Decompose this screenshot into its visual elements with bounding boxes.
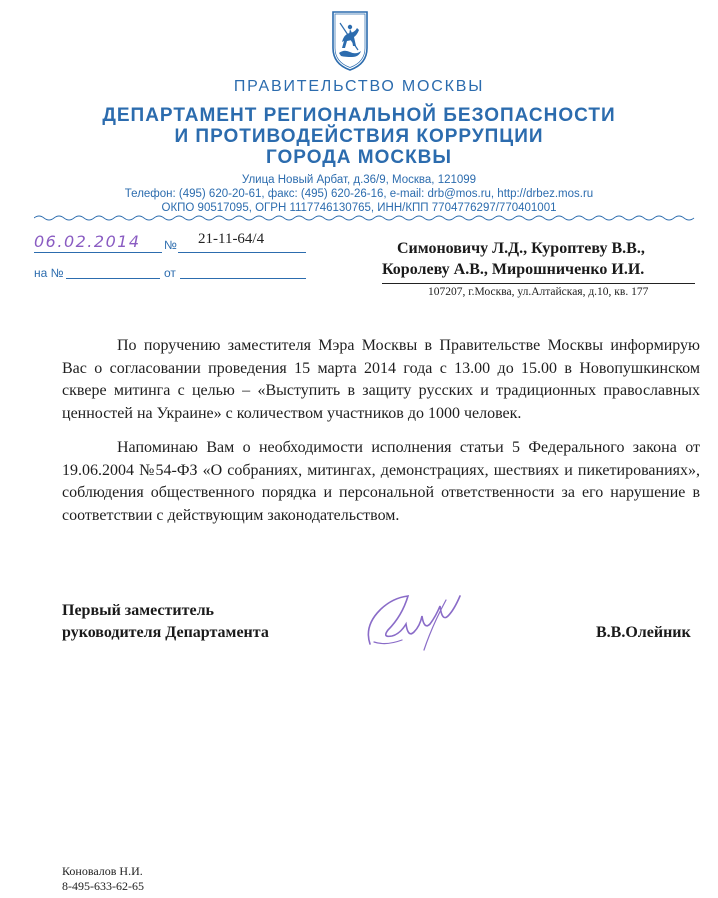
registration-date: 06.02.2014 xyxy=(34,232,141,251)
recipient-line-2: Королеву А.В., Мирошниченко И.И. xyxy=(382,261,645,278)
recipient-underline xyxy=(382,283,695,284)
registration-number: 21-11-64/4 xyxy=(198,231,265,247)
handwritten-signature-icon xyxy=(362,586,472,656)
reply-date-underline xyxy=(180,278,306,279)
signer-title-line-2: руководителя Департамента xyxy=(62,624,269,641)
date-underline xyxy=(34,252,162,253)
department-codes: ОКПО 90517095, ОГРН 1117746130765, ИНН/КПП 7704776297/770401001 xyxy=(161,202,557,214)
from-label: от xyxy=(164,266,176,280)
department-name-line-1: ДЕПАРТАМЕНТ РЕГИОНАЛЬНОЙ БЕЗОПАСНОСТИ xyxy=(102,105,616,126)
reply-number-underline xyxy=(66,278,160,279)
signer-title-line-1: Первый заместитель xyxy=(62,602,214,619)
recipient-line-1: Симоновичу Л.Д., Куроптеву В.В., xyxy=(397,240,645,257)
department-address: Улица Новый Арбат, д.36/9, Москва, 121099 xyxy=(241,174,477,186)
department-contacts: Телефон: (495) 620-20-61, факс: (495) 620-26-16, e-mail: drb@mos.ru, http://drbez.mos.ru xyxy=(124,188,594,200)
department-name-line-3: ГОРОДА МОСКВЫ xyxy=(265,147,453,168)
moscow-coat-of-arms-icon xyxy=(330,8,370,72)
number-sign-label: № xyxy=(164,238,177,252)
department-name-line-2: И ПРОТИВОДЕЙСТВИЯ КОРРУПЦИИ xyxy=(174,126,544,147)
body-paragraph-1: По поручению заместителя Мэра Москвы в Правительстве Москвы информирую Вас о согласовании проведения 15 марта 2014 года с 13.00 до 15.00 в Новопушкинском сквере митинга с целью – «Выступить в защиту русских и традиционных православных ценностей на Украине» с количеством участников до 1000 человек. xyxy=(62,337,700,422)
recipient-address: 107207, г.Москва, ул.Алтайская, д.10, кв. 177 xyxy=(428,286,649,298)
reply-to-label: на № xyxy=(34,266,64,280)
signer-name: В.В.Олейник xyxy=(596,624,691,641)
executor-name: Коновалов Н.И. xyxy=(62,864,143,878)
header-wave-divider xyxy=(34,214,696,222)
government-title: ПРАВИТЕЛЬСТВО МОСКВЫ xyxy=(233,78,485,95)
body-paragraph-2: Напоминаю Вам о необходимости исполнения статьи 5 Федерального закона от 19.06.2004 №54-ФЗ «О собраниях, митингах, демонстрациях, шествиях и пикетированиях», соблюдения общественного порядка и персональной ответственности за его нарушение в соответствии с действующим законодательством. xyxy=(62,439,700,524)
executor-phone: 8-495-633-62-65 xyxy=(62,879,144,893)
number-underline xyxy=(178,252,306,253)
